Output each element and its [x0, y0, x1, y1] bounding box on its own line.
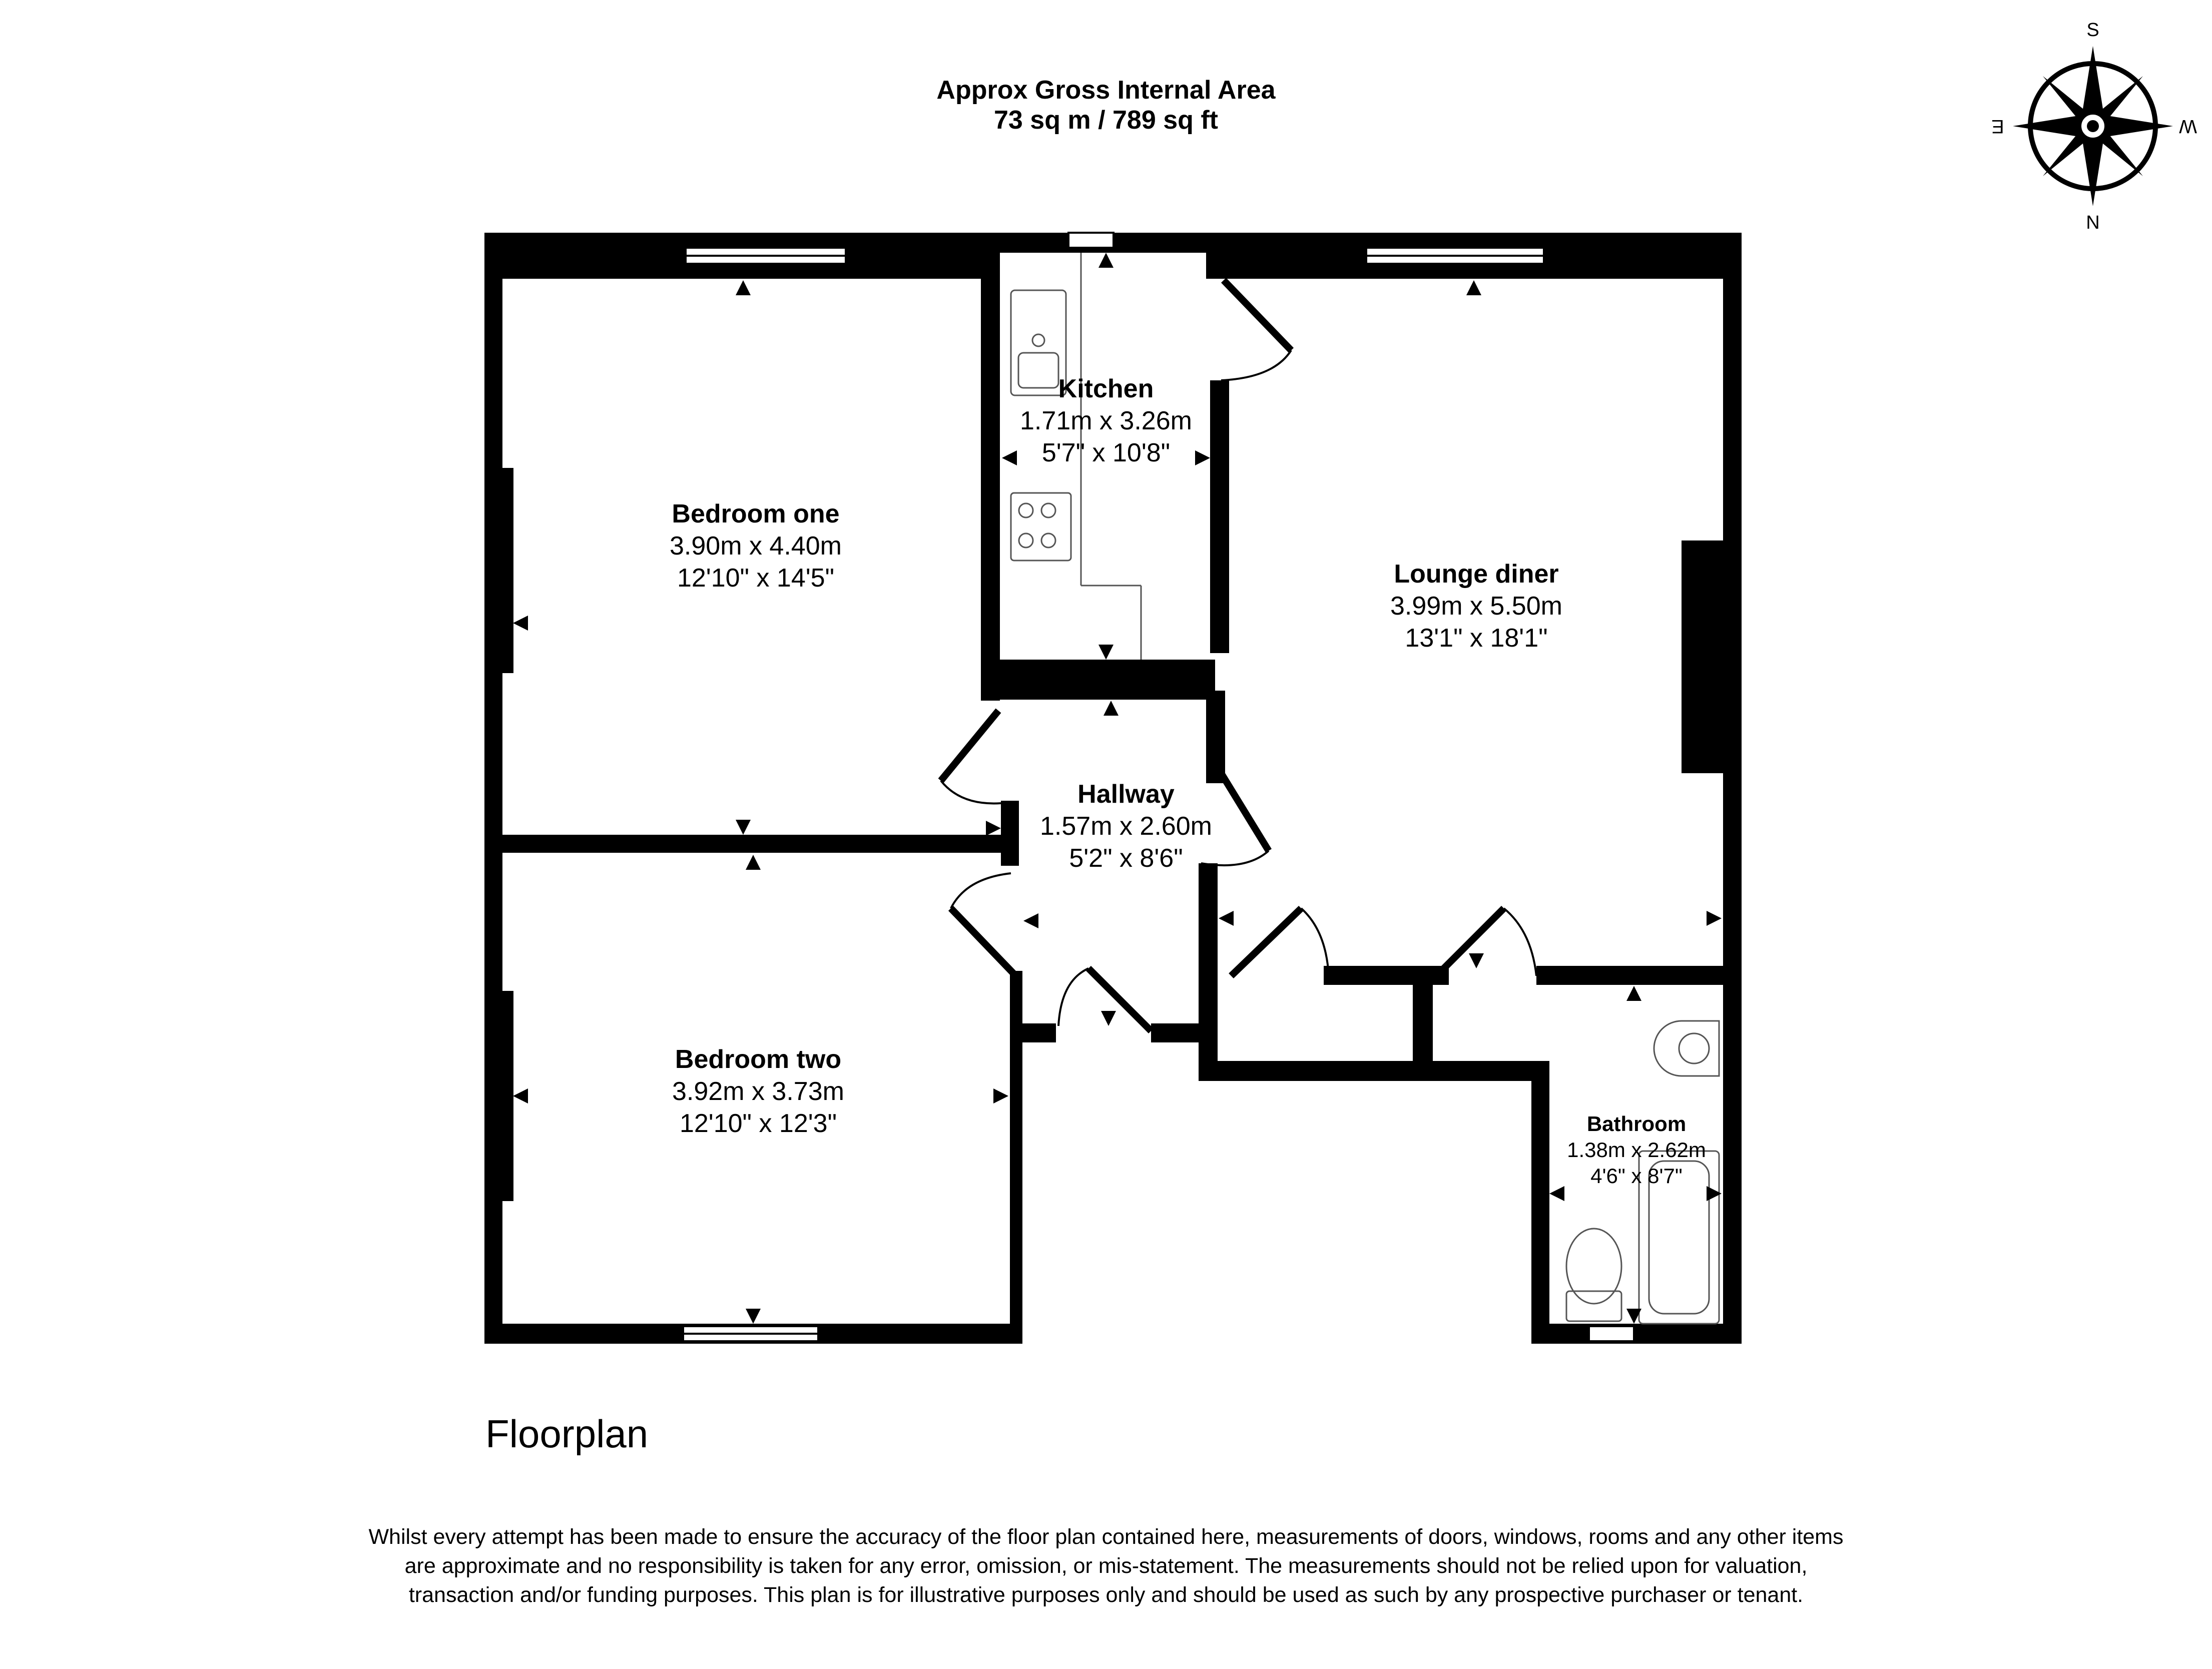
- room-label-bathroom: [1541, 1111, 1732, 1189]
- marker-bed1-top: [736, 280, 751, 295]
- compass-label-right: W: [2179, 116, 2197, 137]
- compass-label-top: S: [2086, 20, 2099, 41]
- marker-lounge-top: [1466, 280, 1481, 295]
- wall-cupboard-bottom: [1199, 1061, 1549, 1081]
- room-metric: 3.92m x 3.73m: [672, 1077, 844, 1106]
- wall-left-outer: [484, 233, 502, 1344]
- room-label-bedroom-one: [606, 498, 906, 594]
- room-name: Bedroom one: [672, 499, 840, 528]
- wall-hall-right-upper: [1206, 691, 1225, 783]
- marker-bed2-top: [746, 855, 761, 870]
- window-kitchen: [1068, 233, 1114, 248]
- marker-bed2-right: [993, 1088, 1008, 1103]
- room-metric: 3.90m x 4.40m: [670, 531, 842, 561]
- gross-area-value: 73 sq m / 789 sq ft: [994, 106, 1218, 135]
- wall-bath-left: [1531, 1061, 1549, 1344]
- marker-lounge-right: [1707, 911, 1722, 926]
- door-entrance: [1088, 968, 1151, 1031]
- compass-label-left: E: [1991, 116, 2004, 137]
- door-cupboard: [1231, 908, 1301, 976]
- room-metric: 1.38m x 2.62m: [1567, 1138, 1706, 1162]
- disclaimer-text: Whilst every attempt has been made to ensure the accuracy of the floor plan contained here, measurements of doors, windows, rooms and any other items are approximate and no responsibility is taken for any error, omission, or mis-statement. The measurements should not be relied upon for valuation, transaction and/or funding purposes. This plan is for illustrative purposes only and should be used as such by any prospective purchaser or tenant.: [368, 1525, 1844, 1607]
- marker-bed1-bottom: [736, 820, 751, 835]
- room-label-kitchen: [966, 373, 1246, 469]
- compass-hub-dot: [2087, 120, 2099, 132]
- hob-ring-3: [1019, 533, 1033, 547]
- door-bed2-arc: [951, 873, 1011, 908]
- hob-ring-2: [1041, 503, 1055, 517]
- room-imperial: 5'2" x 8'6": [1069, 844, 1183, 873]
- marker-kitchen-top: [1098, 253, 1114, 268]
- marker-lounge-bottom: [1469, 953, 1484, 968]
- room-imperial: 13'1" x 18'1": [1405, 624, 1548, 653]
- room-imperial: 12'10" x 12'3": [679, 1109, 837, 1138]
- window-bath: [1589, 1326, 1634, 1341]
- marker-bed2-bottom: [746, 1309, 761, 1324]
- wall-cupboard-divider: [1413, 966, 1433, 1066]
- wall-bath-bottom: [1531, 1324, 1742, 1344]
- marker-hall-bottom: [1101, 1011, 1116, 1026]
- gross-area-label: Approx Gross Internal Area: [936, 76, 1276, 105]
- room-name: Lounge diner: [1394, 560, 1559, 589]
- room-label-bedroom-two: [608, 1043, 908, 1140]
- room-imperial: 12'10" x 14'5": [677, 564, 835, 593]
- floorplan-label: Floorplan: [485, 1412, 649, 1456]
- room-label-hallway: [976, 778, 1276, 874]
- wall-bedroom-divider: [484, 835, 1010, 853]
- hob: [1011, 493, 1071, 561]
- door-bathroom: [1436, 908, 1504, 976]
- marker-hall-right: [1219, 911, 1234, 926]
- room-name: Bedroom two: [675, 1045, 842, 1074]
- door-lounge-top: [1224, 280, 1291, 350]
- room-imperial: 4'6" x 8'7": [1590, 1164, 1683, 1188]
- door-entrance-arc: [1058, 968, 1088, 1026]
- wall-hall-bottom-right: [1151, 1023, 1201, 1042]
- toilet-cistern: [1566, 1291, 1621, 1321]
- basin-bowl: [1679, 1033, 1709, 1063]
- chimney-breast: [1682, 540, 1723, 773]
- compass-label-bottom: N: [2086, 212, 2100, 233]
- compass-icon: [1991, 20, 2197, 233]
- door-bed2: [951, 908, 1013, 973]
- marker-hall-top: [1103, 701, 1119, 716]
- room-imperial: 5'7" x 10'8": [1041, 438, 1171, 467]
- wall-left-thick-1: [502, 468, 513, 673]
- room-metric: 1.71m x 3.26m: [1020, 406, 1192, 435]
- toilet-bowl: [1566, 1229, 1621, 1304]
- door-bathroom-arc: [1504, 908, 1536, 976]
- wall-kitchen-bottom: [1000, 660, 1215, 700]
- wall-bath-top: [1536, 966, 1742, 985]
- door-bed1: [941, 711, 998, 781]
- hob-ring-1: [1019, 503, 1033, 517]
- marker-hall-left: [1023, 913, 1038, 928]
- room-name: Kitchen: [1058, 374, 1154, 403]
- room-metric: 3.99m x 5.50m: [1390, 592, 1562, 621]
- wall-hall-bottom-left: [1011, 1023, 1056, 1042]
- hob-ring-4: [1041, 533, 1055, 547]
- door-cupboard-arc: [1301, 908, 1329, 976]
- wall-left-thick-2: [502, 991, 513, 1201]
- room-name: Bathroom: [1586, 1112, 1687, 1136]
- marker-bath-top: [1626, 986, 1641, 1001]
- marker-bed2-left: [513, 1088, 528, 1103]
- marker-kitchen-bottom: [1098, 645, 1114, 660]
- marker-bed1-left: [513, 616, 528, 631]
- room-metric: 1.57m x 2.60m: [1040, 812, 1212, 841]
- wall-hall-right-lower: [1199, 863, 1218, 1081]
- sink-tap: [1032, 334, 1044, 346]
- room-label-lounge-diner: [1326, 558, 1626, 654]
- room-name: Hallway: [1077, 780, 1175, 809]
